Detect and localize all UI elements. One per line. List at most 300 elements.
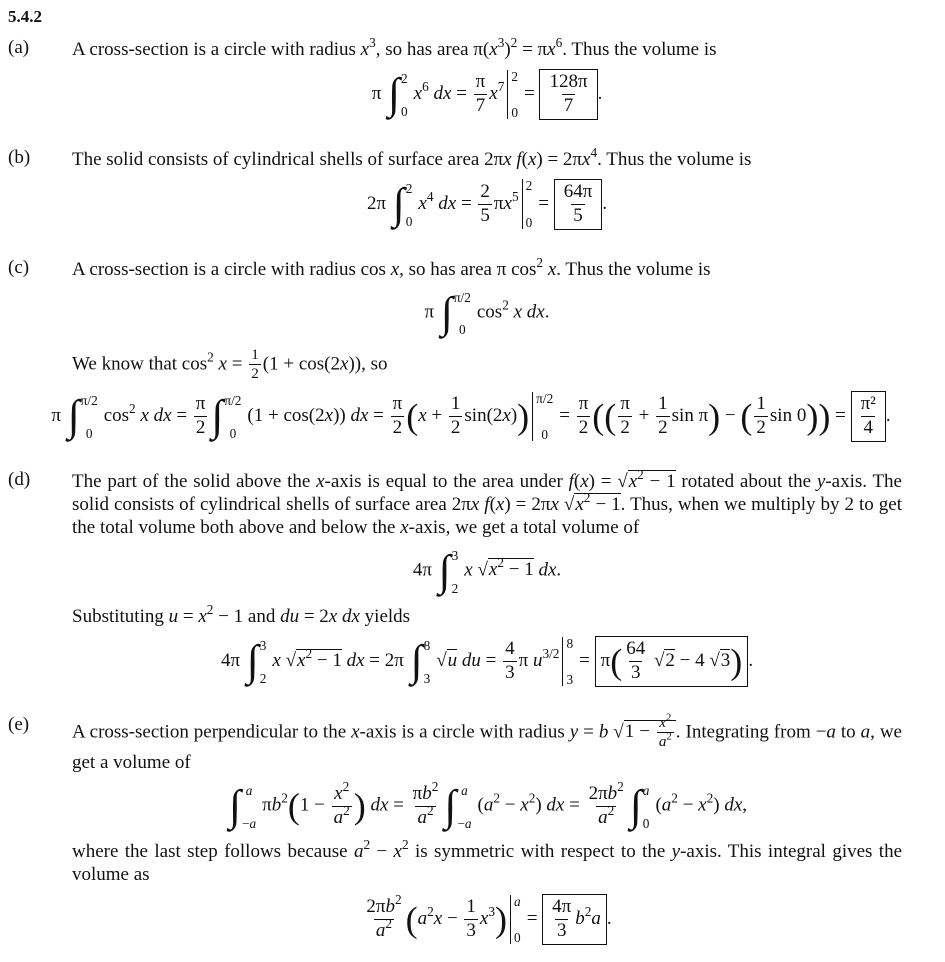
math-text: ( bbox=[477, 794, 484, 816]
math-variable: b bbox=[422, 782, 432, 804]
superscript bbox=[343, 779, 350, 794]
math-text: 0 bbox=[541, 426, 549, 442]
math-text: 4 bbox=[590, 144, 598, 160]
math-text: 2 bbox=[666, 732, 672, 744]
math-text: 8 bbox=[423, 638, 431, 654]
math-text: π bbox=[620, 393, 630, 415]
integral-upper-limit bbox=[401, 72, 408, 85]
superscript bbox=[637, 467, 644, 482]
math-variable: x dx bbox=[140, 404, 172, 426]
math-variable: x bbox=[659, 713, 667, 731]
math-text: 0 bbox=[405, 213, 413, 229]
math-text: π bbox=[412, 782, 423, 804]
radicand bbox=[574, 489, 621, 515]
math-text: 0 bbox=[514, 929, 521, 945]
math-variable: x bbox=[547, 39, 556, 60]
evaluation-upper-limit bbox=[566, 637, 573, 650]
math-text: 2 bbox=[451, 580, 459, 596]
solution-part bbox=[8, 713, 902, 955]
square-root bbox=[563, 489, 621, 515]
fraction-numerator bbox=[449, 394, 463, 416]
math-variable: x dx bbox=[513, 300, 545, 322]
integral-lower-limit bbox=[81, 427, 98, 440]
math-text: 2 bbox=[671, 790, 678, 806]
fraction bbox=[332, 778, 352, 829]
math-text: 2 bbox=[510, 35, 518, 51]
math-variable: y bbox=[569, 721, 579, 743]
math-text: 2 bbox=[528, 790, 536, 806]
section-content bbox=[72, 146, 902, 240]
math-variable: du bbox=[280, 605, 300, 627]
fraction-numerator bbox=[550, 897, 573, 919]
math-text: = bbox=[579, 649, 595, 671]
math-text: , so has area bbox=[375, 39, 474, 60]
math-text: π bbox=[371, 82, 387, 104]
math-variable: x bbox=[334, 782, 343, 804]
math-variable: a bbox=[245, 783, 253, 799]
math-text: We know that cos bbox=[72, 353, 208, 375]
superscript bbox=[129, 401, 136, 416]
math-text: 2 bbox=[637, 466, 644, 482]
integral bbox=[247, 637, 267, 685]
math-text: 3 bbox=[488, 903, 496, 919]
math-text: π bbox=[262, 794, 272, 816]
integral-upper-limit bbox=[224, 394, 241, 407]
fraction bbox=[657, 712, 674, 751]
math-text: 0 bbox=[459, 322, 466, 338]
math-variable: x bbox=[340, 353, 349, 375]
math-text: 3 bbox=[566, 671, 574, 687]
boxed-answer bbox=[554, 179, 603, 230]
math-text: (1 + cos(2 bbox=[262, 353, 340, 375]
evaluation-bar bbox=[522, 179, 533, 228]
math-text: 2 bbox=[658, 416, 668, 438]
math-text: -axis. The solid consists of cylindrical shells of surface area 2π bbox=[72, 470, 902, 515]
fraction-numerator bbox=[562, 182, 595, 204]
integral-lower-limit bbox=[643, 817, 650, 830]
fraction bbox=[449, 394, 463, 439]
math-text: 2 bbox=[426, 802, 434, 818]
math-text: ) = 2π bbox=[536, 148, 583, 170]
evaluation-lower-limit bbox=[566, 673, 573, 686]
math-variable: a bbox=[642, 783, 650, 799]
radicand bbox=[488, 555, 534, 581]
math-text: π bbox=[578, 393, 589, 415]
fraction-denominator bbox=[861, 416, 875, 439]
integral bbox=[68, 392, 98, 440]
integral-lower-limit bbox=[457, 817, 471, 830]
integral bbox=[444, 782, 471, 830]
integral-sign-icon: ∫ bbox=[228, 782, 241, 831]
math-variable: b bbox=[607, 782, 618, 804]
math-text: (1 + cos(2 bbox=[247, 404, 325, 426]
square-root bbox=[285, 645, 342, 671]
integral-sign-icon: ∫ bbox=[67, 392, 80, 441]
math-text: ) bbox=[713, 794, 725, 816]
math-text: π bbox=[195, 393, 206, 415]
math-text: − bbox=[457, 815, 465, 831]
fraction-numerator bbox=[478, 182, 492, 204]
math-text: = 2π bbox=[364, 649, 409, 671]
math-text: . bbox=[748, 649, 754, 671]
math-variable: x f bbox=[470, 493, 490, 515]
large-parenthesis: ) bbox=[517, 396, 530, 437]
math-variable: a bbox=[826, 721, 836, 743]
math-text: 2 bbox=[343, 802, 350, 818]
fraction-numerator bbox=[474, 72, 488, 94]
fraction-denominator bbox=[503, 661, 517, 684]
math-variable: dx bbox=[438, 192, 457, 214]
fraction-numerator bbox=[618, 394, 632, 416]
integral-sign-icon: ∫ bbox=[246, 637, 259, 686]
math-text: 3 bbox=[497, 35, 505, 51]
math-text: π bbox=[493, 192, 504, 214]
integral-limits bbox=[223, 392, 241, 440]
math-variable: x bbox=[502, 404, 511, 426]
integral-upper-limit bbox=[260, 639, 267, 652]
superscript bbox=[498, 79, 505, 94]
math-variable: x bbox=[479, 907, 489, 929]
math-text: 1 bbox=[658, 393, 668, 415]
math-text: 2 bbox=[394, 892, 402, 908]
integral-sign-icon: ∫ bbox=[410, 637, 423, 686]
math-text: 2 bbox=[666, 712, 672, 724]
integral-lower-limit bbox=[260, 672, 267, 685]
boxed-answer bbox=[539, 69, 597, 120]
math-variable: x bbox=[390, 258, 400, 280]
math-text: = bbox=[451, 82, 472, 104]
math-text: . Thus the volume is bbox=[597, 148, 752, 170]
math-text: -axis is a circle with radius bbox=[359, 721, 570, 743]
radicand bbox=[447, 649, 458, 671]
math-text: 2π bbox=[366, 192, 391, 214]
math-variable: x bbox=[351, 721, 360, 743]
math-text: . bbox=[602, 192, 608, 214]
fraction-numerator bbox=[859, 394, 878, 416]
math-text: π/2 bbox=[453, 289, 471, 305]
solution-document bbox=[0, 28, 945, 955]
paragraph bbox=[72, 254, 902, 281]
math-text: sin(2 bbox=[464, 404, 503, 426]
square-root bbox=[709, 649, 730, 671]
math-text: 4π bbox=[220, 649, 245, 671]
fraction-denominator bbox=[194, 416, 208, 439]
math-text: 2 bbox=[363, 837, 371, 853]
paragraph bbox=[72, 347, 902, 383]
boxed-answer bbox=[595, 636, 749, 687]
radical-sign-icon: √ bbox=[285, 649, 297, 671]
math-text: 5 bbox=[573, 204, 583, 226]
evaluation-upper-limit bbox=[536, 392, 553, 405]
math-variable: x bbox=[464, 559, 473, 581]
math-variable: x bbox=[550, 493, 559, 515]
evaluation-upper-limit bbox=[511, 70, 518, 83]
paragraph bbox=[72, 144, 902, 171]
fraction bbox=[503, 639, 517, 684]
superscript bbox=[422, 79, 429, 94]
integral-lower-limit bbox=[452, 582, 459, 595]
superscript bbox=[502, 297, 509, 312]
integral bbox=[439, 547, 459, 595]
math-variable: x f bbox=[503, 148, 522, 170]
fraction bbox=[550, 897, 573, 942]
math-text: 2 bbox=[617, 778, 624, 794]
fraction-numerator bbox=[391, 394, 405, 416]
math-variable: x bbox=[418, 192, 427, 214]
math-text: 1 bbox=[251, 345, 259, 363]
math-text: 3 bbox=[451, 547, 459, 563]
math-text: 2 bbox=[401, 71, 408, 87]
radical-sign-icon: √ bbox=[709, 649, 720, 671]
superscript bbox=[666, 732, 671, 743]
math-text: = bbox=[456, 192, 477, 214]
fraction-denominator bbox=[629, 661, 643, 684]
math-text: 2 bbox=[392, 416, 403, 438]
math-variable: x bbox=[520, 794, 529, 816]
math-text: = bbox=[368, 404, 389, 426]
math-text: 2π bbox=[588, 782, 608, 804]
math-text: -axis. This integral gives the volume as bbox=[72, 841, 903, 886]
fraction-numerator bbox=[249, 347, 261, 365]
math-variable: x bbox=[413, 82, 423, 104]
fraction-denominator bbox=[374, 916, 394, 942]
math-text: π² bbox=[860, 393, 876, 415]
math-text: ) bbox=[510, 404, 518, 426]
math-text: = bbox=[578, 721, 599, 743]
math-text: 3 bbox=[505, 661, 515, 683]
integral bbox=[388, 70, 408, 118]
integral-sign-icon: ∫ bbox=[629, 782, 642, 831]
math-variable: a bbox=[333, 806, 344, 828]
integral-upper-limit bbox=[242, 784, 256, 797]
evaluation-bar bbox=[562, 637, 573, 686]
superscript bbox=[395, 892, 402, 907]
math-text: yields bbox=[359, 605, 411, 627]
large-parenthesis: ) bbox=[353, 786, 366, 827]
integral-sign-icon: ∫ bbox=[211, 392, 224, 441]
math-text: ( bbox=[655, 794, 662, 816]
radicand bbox=[720, 649, 731, 671]
math-text: − 1 bbox=[312, 649, 342, 671]
boxed-answer bbox=[542, 894, 607, 945]
math-text: − bbox=[370, 841, 394, 863]
boxed-answer bbox=[851, 391, 886, 442]
solution-part bbox=[8, 468, 902, 697]
fraction-numerator bbox=[577, 394, 591, 416]
math-text: π( bbox=[473, 39, 490, 60]
integral bbox=[229, 782, 256, 830]
math-variable: a bbox=[461, 783, 468, 799]
math-text: cos bbox=[103, 404, 130, 426]
evaluation-bar bbox=[507, 70, 518, 119]
math-text: π bbox=[51, 404, 66, 426]
math-text: . bbox=[606, 907, 612, 929]
integral-lower-limit bbox=[454, 323, 471, 336]
math-text: 2 bbox=[536, 254, 544, 270]
math-text: , we get a volume of bbox=[72, 721, 902, 774]
large-parenthesis: ( bbox=[287, 786, 300, 827]
superscript bbox=[542, 646, 559, 661]
display-equation bbox=[72, 289, 902, 337]
math-text: 2 bbox=[281, 790, 288, 806]
math-text: = 2 bbox=[299, 605, 329, 627]
math-text: 2 bbox=[206, 601, 214, 617]
math-variable: b bbox=[598, 721, 609, 743]
math-text: − 1 bbox=[643, 470, 676, 492]
math-variable: a bbox=[661, 794, 672, 816]
display-equation bbox=[0, 391, 942, 442]
math-text: 2 bbox=[583, 489, 591, 505]
math-text: where the last step follows because bbox=[72, 841, 354, 863]
math-text: 2 bbox=[342, 778, 350, 794]
math-variable: a bbox=[591, 907, 601, 929]
large-parenthesis: ( bbox=[610, 641, 623, 682]
math-text: Substituting bbox=[72, 605, 169, 627]
fraction-denominator bbox=[571, 204, 585, 227]
math-variable: x bbox=[360, 39, 370, 60]
fraction bbox=[547, 72, 589, 117]
integral bbox=[630, 782, 650, 830]
integral-sign-icon: ∫ bbox=[388, 70, 400, 119]
math-variable: a bbox=[375, 920, 386, 942]
radical-sign-icon: √ bbox=[477, 559, 488, 581]
math-variable: dx bbox=[538, 559, 557, 581]
math-text: = π bbox=[517, 39, 548, 60]
math-text: 4 bbox=[863, 416, 873, 438]
integral-limits bbox=[80, 392, 98, 440]
fraction-denominator bbox=[391, 416, 405, 439]
math-text: 5 bbox=[480, 204, 490, 226]
display-equation bbox=[72, 179, 902, 230]
math-text: 1 − bbox=[299, 794, 330, 816]
math-variable: dx bbox=[350, 404, 369, 426]
math-text: − 1 and bbox=[213, 605, 281, 627]
fraction-denominator bbox=[249, 364, 261, 383]
math-variable: x bbox=[198, 605, 207, 627]
math-text: = bbox=[480, 649, 502, 671]
math-text: 2 bbox=[493, 790, 501, 806]
fraction-denominator bbox=[657, 732, 674, 751]
math-variable: dx bbox=[546, 794, 565, 816]
math-text: 2 bbox=[578, 416, 589, 438]
math-text: 2π bbox=[366, 896, 386, 918]
math-text: 2 bbox=[385, 916, 393, 932]
fraction-denominator bbox=[478, 204, 492, 227]
fraction-denominator bbox=[596, 802, 616, 829]
radicand bbox=[624, 712, 676, 751]
math-text: 3 bbox=[369, 35, 376, 51]
math-text: 3 bbox=[630, 661, 641, 683]
fraction bbox=[624, 639, 647, 684]
display-equation bbox=[72, 547, 902, 595]
fraction-denominator bbox=[577, 416, 591, 439]
math-variable: y bbox=[816, 470, 826, 492]
math-text: − bbox=[500, 794, 521, 816]
integral-upper-limit bbox=[406, 182, 413, 195]
evaluation-lower-limit bbox=[511, 106, 518, 119]
integral-upper-limit bbox=[457, 784, 471, 797]
math-variable: x bbox=[580, 470, 589, 492]
fraction-denominator bbox=[555, 919, 569, 942]
math-text: 64π bbox=[563, 180, 593, 202]
section-content bbox=[72, 468, 902, 697]
math-variable: x bbox=[400, 516, 409, 538]
integral-lower-limit bbox=[401, 105, 408, 118]
math-text: 4 bbox=[505, 637, 515, 659]
integral-limits bbox=[423, 637, 431, 685]
radicand bbox=[628, 466, 676, 492]
math-variable: x dx bbox=[328, 605, 360, 627]
math-text: 3/2 bbox=[542, 645, 560, 661]
math-text: 2 bbox=[607, 802, 615, 818]
math-text: π bbox=[518, 649, 533, 671]
integral-upper-limit bbox=[643, 784, 650, 797]
math-variable: a bbox=[417, 907, 428, 929]
superscript bbox=[608, 803, 615, 818]
integral-upper-limit bbox=[81, 394, 98, 407]
evaluation-lower-limit bbox=[536, 428, 553, 441]
math-text: The solid consists of cylindrical shells of surface area 2π bbox=[72, 148, 504, 170]
math-text: 2 bbox=[584, 903, 592, 919]
fraction-numerator bbox=[624, 639, 647, 661]
integral-lower-limit bbox=[224, 427, 241, 440]
math-text: 5 bbox=[511, 188, 519, 204]
section-label: (a) bbox=[8, 37, 30, 58]
math-text: = bbox=[564, 794, 585, 816]
math-variable: dx bbox=[724, 794, 743, 816]
math-variable: du bbox=[461, 649, 481, 671]
math-text: 2 bbox=[207, 349, 214, 365]
paragraph bbox=[72, 35, 902, 61]
integral-lower-limit bbox=[406, 215, 413, 228]
integral bbox=[393, 180, 413, 228]
section-content bbox=[72, 36, 902, 130]
math-text: 2 bbox=[525, 178, 533, 194]
math-text: 6 bbox=[555, 35, 563, 51]
math-variable: x bbox=[495, 493, 505, 515]
math-variable: x bbox=[393, 841, 402, 863]
math-variable: a bbox=[860, 721, 871, 743]
integral-limits bbox=[259, 637, 267, 685]
fraction-denominator bbox=[656, 416, 670, 439]
math-text: to bbox=[835, 721, 861, 743]
math-text: 2 bbox=[427, 903, 434, 919]
math-text: 7 bbox=[475, 94, 486, 116]
fraction-numerator bbox=[503, 639, 517, 661]
math-text: 2 bbox=[405, 181, 413, 197]
fraction bbox=[474, 72, 488, 117]
math-text: , bbox=[742, 794, 748, 816]
math-text: 128π bbox=[549, 71, 588, 92]
large-parenthesis: ) bbox=[708, 396, 721, 437]
fraction bbox=[562, 182, 595, 227]
math-text: = bbox=[830, 404, 851, 426]
superscript bbox=[427, 189, 434, 204]
math-text: − 4 bbox=[674, 649, 710, 671]
integral-lower-limit bbox=[424, 672, 431, 685]
fraction bbox=[754, 394, 768, 439]
math-text: 2 bbox=[195, 416, 206, 438]
superscript bbox=[281, 791, 288, 806]
evaluation-upper-limit bbox=[514, 895, 521, 908]
math-text: 2 bbox=[497, 555, 505, 571]
math-text: 0 bbox=[401, 104, 408, 120]
fraction bbox=[364, 892, 403, 942]
math-variable: x bbox=[488, 559, 498, 581]
math-text: ( bbox=[489, 493, 496, 515]
fraction-numerator bbox=[754, 394, 768, 416]
fraction-numerator bbox=[464, 897, 478, 919]
